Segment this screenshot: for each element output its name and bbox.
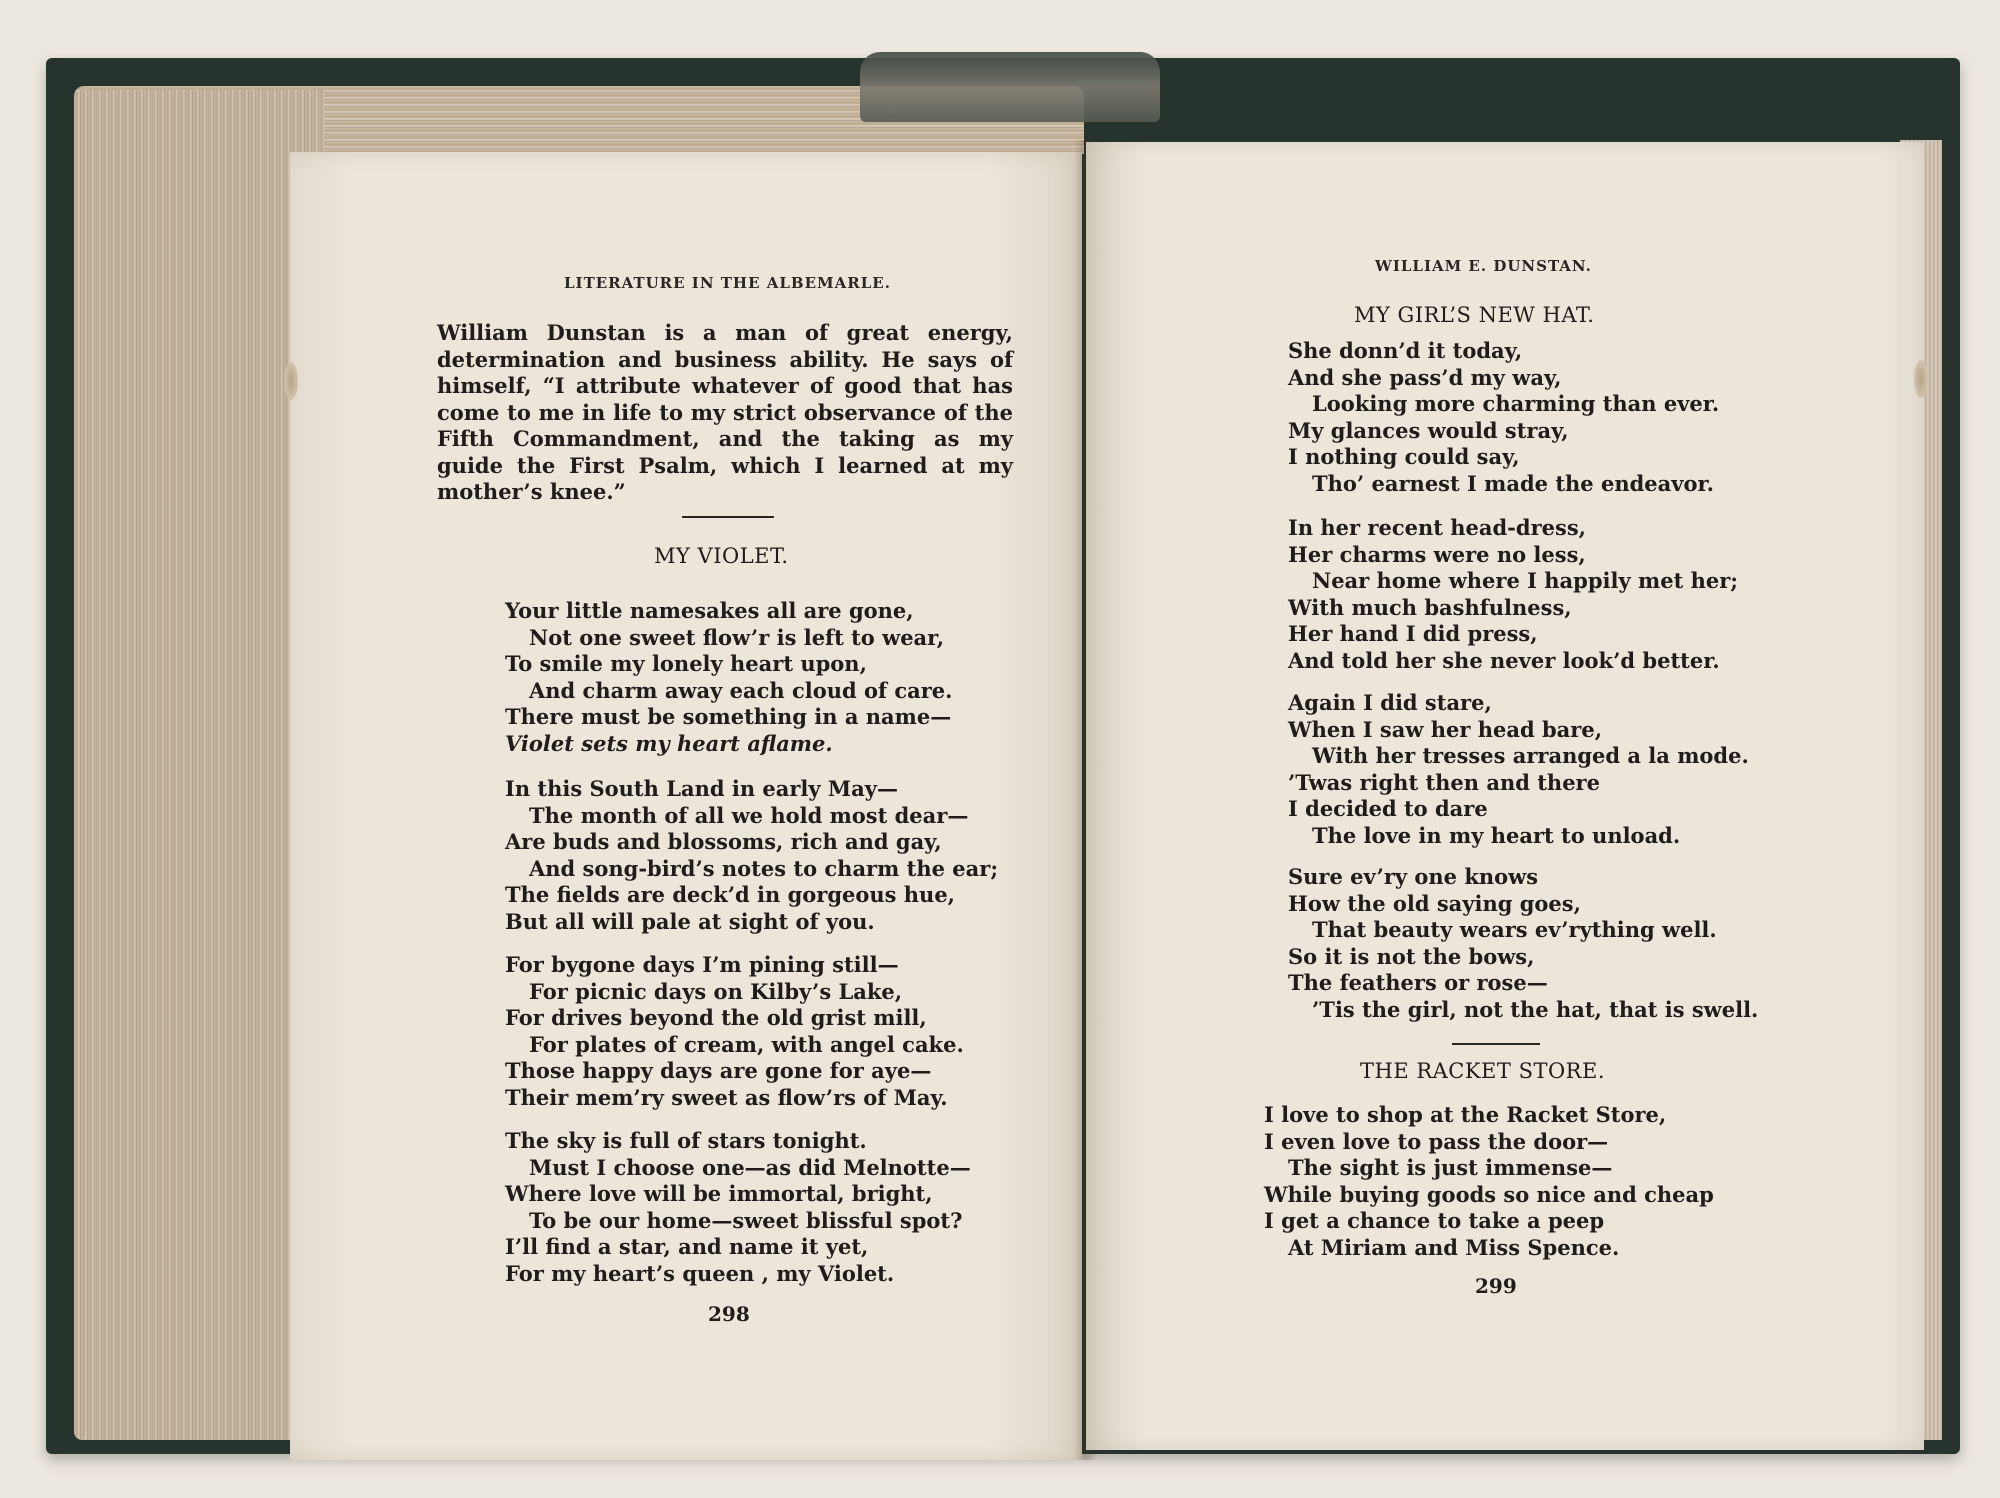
racket-store-stanza	[1264, 1102, 1714, 1261]
poem-line: At Miriam and Miss Spence.	[1288, 1234, 1620, 1260]
stanza-2	[505, 776, 998, 935]
poem-line: Those happy days are gone for aye—	[505, 1058, 932, 1083]
poem-line: The sky is full of stars tonight.	[505, 1128, 867, 1153]
poem-line: Again I did stare,	[1288, 690, 1492, 715]
page-number-left: 298	[708, 1302, 750, 1326]
poem-line: She donn’d it today,	[1288, 338, 1523, 363]
poem-line: To be our home—sweet blissful spot?	[529, 1207, 963, 1233]
poem-line: But all will pale at sight of you.	[505, 908, 875, 934]
section-rule	[682, 516, 774, 518]
right-page	[1086, 142, 1924, 1450]
stanza-1	[505, 598, 952, 757]
poem-line: My glances would stray,	[1288, 417, 1569, 443]
poem-line: ’Twas right then and there	[1288, 769, 1600, 795]
poem-line: For bygone days I’m pining still—	[505, 952, 899, 977]
page-edge-mark	[1914, 360, 1928, 398]
poem-line: For picnic days on Kilby’s Lake,	[529, 978, 903, 1004]
left-page	[290, 152, 1082, 1460]
poem-line: With much bashfulness,	[1288, 594, 1572, 620]
poem-line: Tho’ earnest I made the endeavor.	[1312, 470, 1714, 496]
poem-line: I love to shop at the Racket Store,	[1264, 1102, 1667, 1127]
poem-line: Looking more charming than ever.	[1312, 391, 1720, 416]
poem-line: And charm away each cloud of care.	[529, 677, 953, 703]
poem-line: How the old saying goes,	[1288, 890, 1581, 916]
poem-line: I even love to pass the door—	[1264, 1128, 1609, 1154]
poem-line: Must I choose one—as did Melnotte—	[529, 1154, 971, 1180]
poem-line: And song-bird’s notes to charm the ear;	[529, 855, 999, 881]
poem-title-my-girls-new-hat: MY GIRL’S NEW HAT.	[1354, 303, 1595, 327]
poem-line: Your little namesakes all are gone,	[505, 598, 914, 623]
poem-line: I nothing could say,	[1288, 444, 1520, 469]
running-head-left: LITERATURE IN THE ALBEMARLE.	[564, 274, 891, 292]
stanza-3	[505, 952, 964, 1111]
poem-line: For my heart’s queen , my Violet.	[505, 1260, 895, 1286]
poem-line: In this South Land in early May—	[505, 776, 898, 801]
poem-line: Her hand I did press,	[1288, 621, 1538, 646]
poem-line: For drives beyond the old grist mill,	[505, 1005, 927, 1030]
poem-title-my-violet: MY VIOLET.	[654, 544, 789, 568]
poem-line: I’ll find a star, and name it yet,	[505, 1234, 869, 1259]
poem-line: And told her she never look’d better.	[1288, 647, 1720, 673]
poem-line: Sure ev’ry one knows	[1288, 864, 1539, 889]
page-block-left-edge	[74, 90, 324, 1440]
poem-line: Her charms were no less,	[1288, 541, 1586, 567]
poem-line: The sight is just immense—	[1288, 1155, 1613, 1180]
poem-line: There must be something in a name—	[505, 704, 952, 729]
poem-line: The love in my heart to unload.	[1312, 822, 1681, 848]
poem-line: Not one sweet flow’r is left to wear,	[529, 624, 945, 650]
poem-line: Near home where I happily met her;	[1312, 568, 1739, 593]
poem-line: Their mem’ry sweet as flow’rs of May.	[505, 1084, 948, 1110]
poem-line: The fields are deck’d in gorgeous hue,	[505, 882, 955, 907]
poem-line: With her tresses arranged a la mode.	[1312, 743, 1749, 768]
stanza-4	[505, 1128, 971, 1287]
poem-line: The feathers or rose—	[1288, 970, 1548, 995]
poem-line: While buying goods so nice and cheap	[1264, 1181, 1714, 1207]
poem-line: Are buds and blossoms, rich and gay,	[505, 829, 942, 854]
stanza-4	[1288, 864, 1758, 1023]
poem-line: I get a chance to take a peep	[1264, 1208, 1605, 1233]
running-head-right: WILLIAM E. DUNSTAN.	[1375, 257, 1592, 275]
intro-paragraph: William Dunstan is a man of great energy, determination and business ability. He says of himself, “I attribute whatever of good that has come to me in life to my strict observance of the Fifth Commandment, and the taking as my guide the First Psalm, which I learned at my mother’s knee.”	[437, 320, 1013, 504]
poem-line: ’Tis the girl, not the hat, that is swell.	[1312, 996, 1759, 1022]
poem-line: Where love will be immortal, bright,	[505, 1181, 933, 1206]
page-number-right: 299	[1475, 1274, 1517, 1298]
poem-title-racket-store: THE RACKET STORE.	[1360, 1059, 1605, 1083]
poem-line: And she pass’d my way,	[1288, 364, 1562, 390]
poem-line: I decided to dare	[1288, 796, 1488, 821]
stanza-1	[1288, 338, 1719, 497]
page-edge-mark	[284, 362, 298, 400]
stanza-3	[1288, 690, 1749, 849]
poem-line: So it is not the bows,	[1288, 943, 1535, 969]
worn-spine	[860, 52, 1160, 122]
poem-line: In her recent head-dress,	[1288, 515, 1586, 540]
poem-line: To smile my lonely heart upon,	[505, 651, 867, 676]
section-rule	[1452, 1043, 1540, 1045]
poem-line: For plates of cream, with angel cake.	[529, 1031, 964, 1057]
poem-line: When I saw her head bare,	[1288, 716, 1603, 742]
poem-line: The month of all we hold most dear—	[529, 802, 969, 828]
poem-line: Violet sets my heart aflame.	[505, 730, 833, 756]
poem-line: That beauty wears ev’rything well.	[1312, 917, 1717, 942]
stanza-2	[1288, 515, 1738, 674]
